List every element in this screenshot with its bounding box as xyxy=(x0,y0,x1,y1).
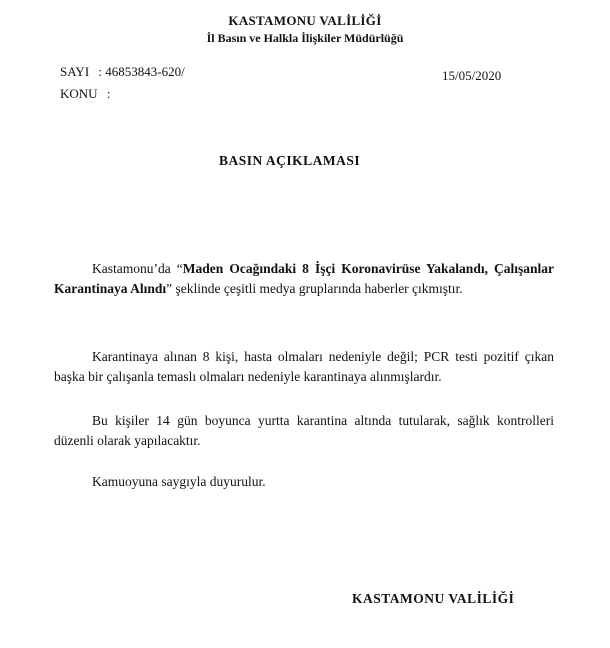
paragraph-1 xyxy=(54,259,554,299)
konu-value: : xyxy=(106,86,111,101)
signature: KASTAMONU VALİLİĞİ xyxy=(352,591,515,606)
header-title: KASTAMONU VALİLİĞİ xyxy=(228,13,382,28)
document-title: BASIN AÇIKLAMASI xyxy=(219,153,361,168)
paragraph-4 xyxy=(54,472,554,492)
paragraph-3 xyxy=(54,411,554,451)
sayi-line xyxy=(60,64,185,80)
paragraph-1-tail: ” şeklinde çeşitli medya gruplarında haberler çıkmıştır. xyxy=(166,281,463,296)
header-subtitle: İl Basın ve Halkla İlişkiler Müdürlüğü xyxy=(206,31,404,45)
sayi-label: SAYI xyxy=(60,64,90,79)
paragraph-4-text: Kamuoyuna saygıyla duyurulur. xyxy=(92,474,266,489)
paragraph-3-text: Bu kişiler 14 gün boyunca yurtta karantina altında tutularak, sağlık kontrolleri düzenli olarak yapılacaktır. xyxy=(54,413,554,448)
paragraph-2-text: Karantinaya alınan 8 kişi, hasta olmaları nedeniyle değil; PCR testi pozitif çıkan başka bir çalışanla temaslı olmaları nedeniyle karantinaya alınmışlardır. xyxy=(54,349,554,384)
paragraph-1-headline: Maden Ocağındaki 8 İşçi Koronavirüse Yakalandı, Çalışanlar Karantinaya Alındı xyxy=(54,261,555,296)
document-date: 15/05/2020 xyxy=(442,68,502,83)
paragraph-2 xyxy=(54,347,554,387)
konu-line xyxy=(60,86,110,102)
konu-label: KONU xyxy=(60,86,98,101)
sayi-value: : 46853843-620/ xyxy=(98,64,185,79)
paragraph-1-lead: Kastamonu’da “ xyxy=(92,261,183,276)
